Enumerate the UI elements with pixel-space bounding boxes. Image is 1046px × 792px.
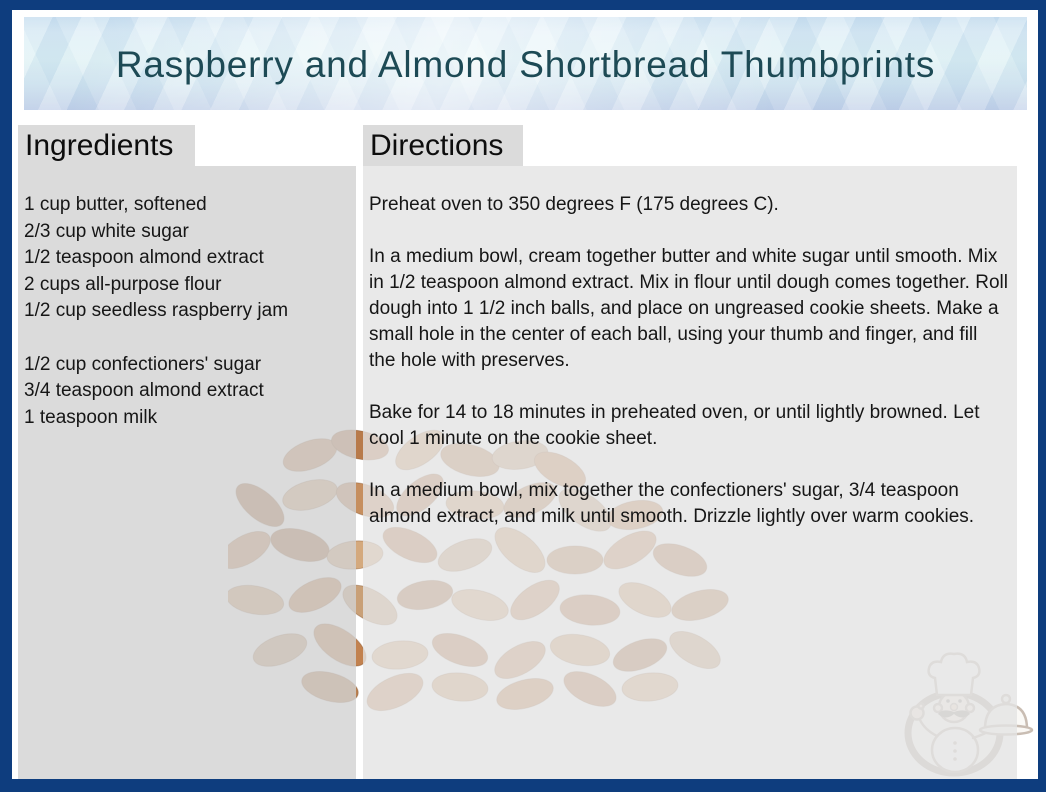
directions-panel: [363, 166, 1017, 779]
direction-paragraph: Preheat oven to 350 degrees F (175 degrees C).: [369, 194, 779, 215]
ingredient-item: 2 cups all-purpose flour: [24, 273, 222, 295]
direction-paragraph: Bake for 14 to 18 minutes in preheated oven, or until lightly browned. Let cool 1 minute on the cookie sheet.: [369, 402, 980, 449]
ingredient-group-dough: [24, 192, 350, 325]
direction-paragraph: In a medium bowl, mix together the confectioners' sugar, 3/4 teaspoon almond extract, and milk until smooth. Drizzle lightly over warm cookies.: [369, 480, 975, 527]
ingredients-panel: [18, 166, 356, 779]
ingredient-item: 1 teaspoon milk: [24, 406, 158, 428]
title-banner: [24, 17, 1027, 110]
ingredients-heading: Ingredients: [18, 125, 195, 166]
ingredient-item: 2/3 cup white sugar: [24, 220, 189, 242]
recipe-title: Raspberry and Almond Shortbread Thumbprints: [115, 44, 936, 85]
direction-paragraph: In a medium bowl, cream together butter and white sugar until smooth. Mix in 1/2 teaspoon almond extract. Mix in flour until dough comes together. Roll dough into 1 1/2 inch balls, and place on ungreased cookie sheets. Make a small hole in the center of each ball, using your thumb and finger, and fill the hole with preserves.: [369, 246, 1008, 371]
ingredient-item: 1/2 teaspoon almond extract: [24, 247, 264, 268]
ingredient-item: 1 cup butter, softened: [24, 194, 207, 215]
ingredient-item: 1/2 cup seedless raspberry jam: [24, 300, 289, 321]
directions-heading: Directions: [363, 125, 523, 166]
ingredient-item: 1/2 cup confectioners' sugar: [24, 353, 262, 375]
ingredient-item: 3/4 teaspoon almond extract: [24, 380, 264, 401]
ingredient-group-glaze: [24, 352, 350, 432]
